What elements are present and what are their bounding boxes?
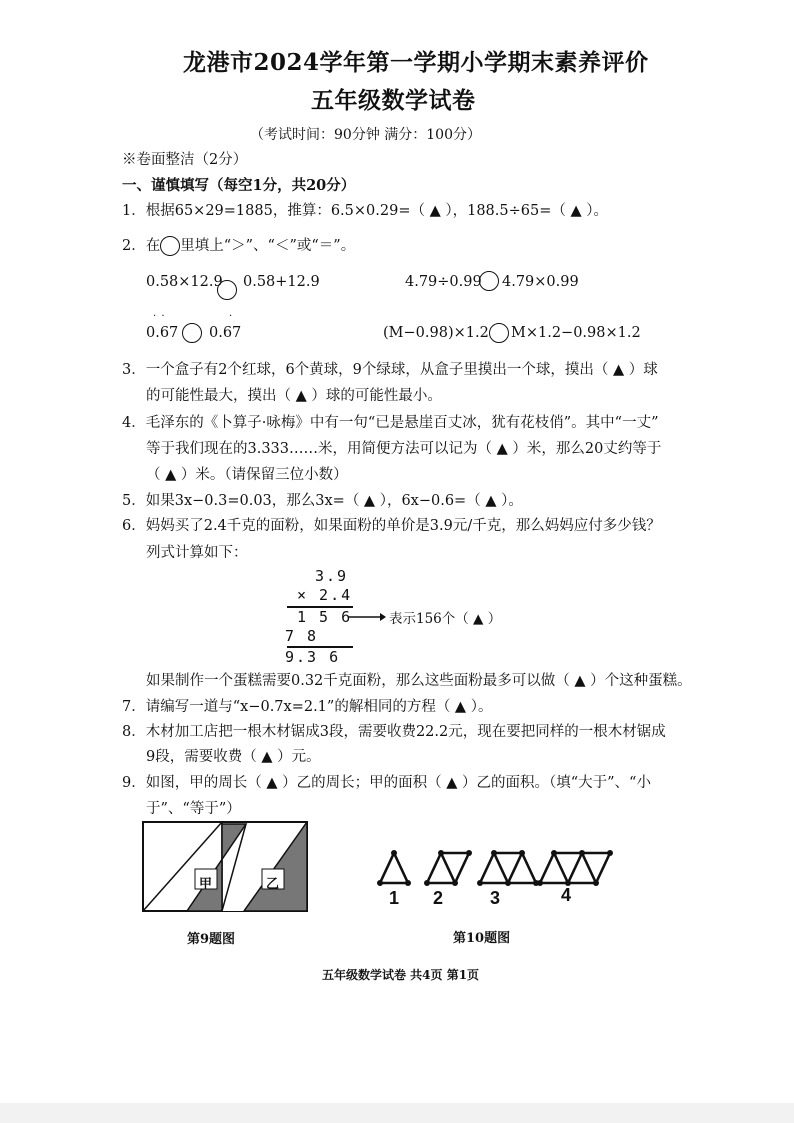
question-5: 5．如果3x−0.3=0.03，那么3x=（ ▲ ），6x−0.6=（ ▲ ）。	[122, 493, 523, 509]
question-3-line2: 的可能性最大，摸出（ ▲ ）球的可能性最小。	[146, 388, 442, 404]
calc-row-3: 1 5 6	[297, 608, 353, 626]
figure-9-label-yi: 乙	[266, 877, 280, 892]
page-title-line1: 龙港市2024学年第一学期小学期末素养评价	[183, 49, 649, 76]
q2-c-right-repeat-dot: ·	[229, 311, 233, 322]
q2-c-circle-icon[interactable]	[182, 323, 202, 343]
figure-9-label-jia: 甲	[199, 877, 213, 892]
question-7: 7．请编写一道与“x−0.7x=2.1”的解相同的方程（ ▲ ）。	[122, 699, 493, 715]
figure-10-number-2: 2	[433, 888, 444, 908]
q2-c-left: 0.67	[146, 325, 179, 341]
figure-9-caption: 第9题图	[187, 932, 236, 947]
calc-row-4: 7 8	[285, 627, 319, 645]
exam-info: （考试时间：90分钟 满分：100分）	[250, 127, 481, 143]
section1-heading: 一、谨慎填写（每空1分，共20分）	[122, 177, 356, 194]
q2-c-left-repeat-dots: · ·	[153, 311, 166, 322]
question-1: 1．根据65×29=1885，推算：6.5×0.29=（ ▲ ），188.5÷65=（ ▲ ）。	[122, 203, 608, 219]
question-2-prompt-a: 2．在	[122, 238, 161, 254]
calc-arrow-icon	[348, 610, 386, 624]
question-6-line1: 6．妈妈买了2.4千克的面粉，如果面粉的单价是3.9元/千克，那么妈妈应付多少钱？	[122, 518, 661, 534]
question-6-line2: 列式计算如下：	[146, 545, 248, 561]
viewer-bottom-bar	[0, 1103, 794, 1123]
page-footer: 五年级数学试卷 共4页 第1页	[322, 968, 480, 982]
figure-10-number-1: 1	[389, 888, 400, 908]
question-3-line1: 3．一个盒子有2个红球，6个黄球，9个绿球，从盒子里摸出一个球，摸出（ ▲ ）球	[122, 362, 658, 378]
question-9-line1: 9．如图，甲的周长（ ▲ ）乙的周长；甲的面积（ ▲ ）乙的面积。（填“大于”、“小	[122, 775, 651, 791]
calc-row-2: × 2.4	[297, 586, 353, 604]
figure-10	[372, 843, 622, 887]
calc-note: 表示156个（ ▲ ）	[389, 611, 502, 627]
figure-9	[142, 821, 308, 912]
q2-b-left: 4.79÷0.99	[405, 274, 482, 290]
q2-d-left: (M−0.98)×1.2	[383, 325, 489, 341]
question-2-prompt-b: 里填上“＞”、“＜”或“＝”。	[180, 238, 356, 254]
figure-10-number-3: 3	[490, 888, 501, 908]
page-title-line2: 五年级数学试卷	[311, 87, 476, 114]
q2-c-right: 0.67	[209, 325, 242, 341]
q2-b-right: 4.79×0.99	[502, 274, 579, 290]
q2-d-right: M×1.2−0.98×1.2	[511, 325, 641, 341]
figure-10-number-4: 4	[561, 885, 572, 905]
question-4-line3: （ ▲ ）米。（请保留三位小数）	[146, 467, 348, 483]
question-4-line2: 等于我们现在的3.333……米，用简便方法可以记为（ ▲ ）米，那么20丈约等于	[146, 441, 662, 457]
q2-d-circle-icon[interactable]	[489, 323, 509, 343]
neatness-note: ※卷面整洁（2分）	[122, 152, 248, 168]
question-4-line1: 4．毛泽东的《卜算子·咏梅》中有一句“已是悬崖百丈冰，犹有花枝俏”。其中“一丈”	[122, 415, 659, 431]
question-8-line1: 8．木材加工店把一根木材锯成3段，需要收费22.2元，现在要把同样的一根木材锯成	[122, 724, 666, 740]
question-6-line3: 如果制作一个蛋糕需要0.32千克面粉，那么这些面粉最多可以做（ ▲ ）个这种蛋糕。	[146, 673, 692, 689]
figure-10-caption: 第10题图	[453, 931, 511, 946]
question-9-line2: 于”、“等于”）	[146, 801, 241, 817]
compare-circle-icon	[160, 236, 180, 256]
question-2-prompt	[122, 236, 355, 256]
q2-a-right: 0.58+12.9	[243, 274, 320, 290]
q2-b-circle-icon[interactable]	[479, 271, 499, 291]
question-8-line2: 9段，需要收费（ ▲ ）元。	[146, 749, 321, 765]
q2-a-left: 0.58×12.9	[146, 274, 223, 290]
calc-row-1: 3.9	[315, 567, 349, 585]
q2-a-circle-icon[interactable]	[217, 280, 237, 300]
calc-row-5: 9.3 6	[285, 648, 341, 666]
